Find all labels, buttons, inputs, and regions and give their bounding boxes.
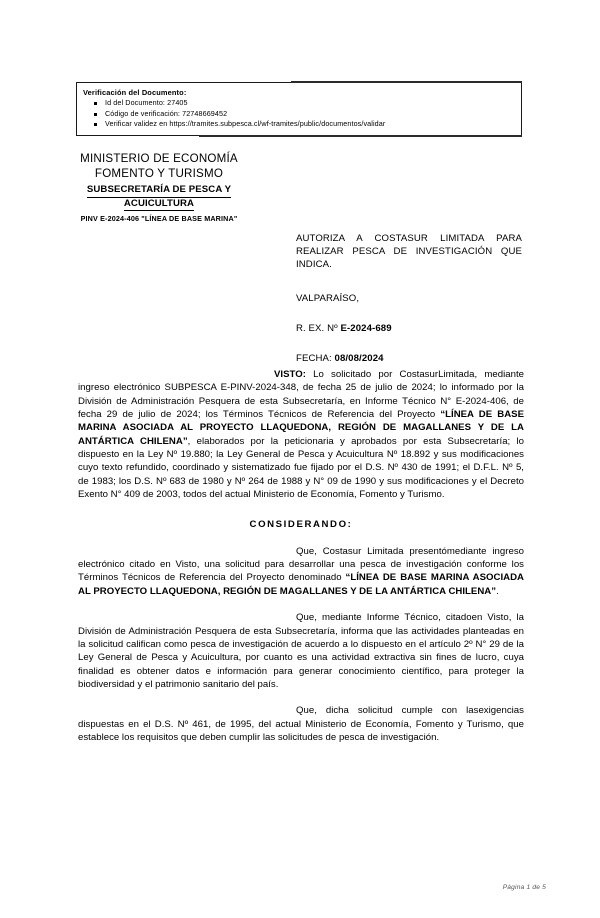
considerando-heading: CONSIDERANDO: (249, 519, 353, 531)
resolution-date-value: 08/08/2024 (334, 353, 384, 365)
resolution-number-label: R. EX. Nº (296, 322, 341, 334)
paragraph-considerando-3 (78, 704, 524, 744)
visto-label: VISTO: (274, 369, 306, 380)
subsecretaria-line-1: SUBSECRETARÍA DE PESCA Y (87, 184, 231, 198)
visto-lead-text: Lo solicitado por Costasur (305, 369, 439, 380)
page-footer (0, 876, 600, 894)
document-verification-box (76, 82, 522, 136)
visto-text-part-1: Limitada, mediante ingreso electrónico SUBPESCA E-PINV-2024-348, de fecha 25 de julio de 2024; lo informado por la División de Administración Pesquera de esta Subsecretaría, en Informe Técnico N° E-2024-406, de fecha 29 de julio de 2024; los Términos Técnicos de Referencia del Proyecto (78, 369, 525, 421)
considerando-1-lead-text: Que, Costasur Limitada presentó (296, 545, 447, 557)
paragraph-considerando-2 (78, 611, 524, 691)
visto-project-name: “LÍNEA DE BASE MARINA ASOCIADA AL PROYECTO LLAQUEDONA, REGIÓN DE MAGALLANES Y DE LA ANTÁRTICA CHILENA” (78, 409, 524, 447)
paragraph-considerando-1 (78, 545, 524, 598)
verification-item-code: Código de verificación: 72748669452 (105, 109, 515, 120)
resolution-date-label: FECHA: (296, 353, 335, 365)
resolution-date-line (296, 352, 522, 365)
verification-list (83, 98, 515, 130)
visto-text-part-2: , elaborados por la peticionaria y aprobados por esta Subsecretaría; lo dispuesto en la Ley Nº 19.880; la Ley General de Pesca y Acuicultura Nº 18.892 y sus modificaciones cuyo texto refundido, coordinado y sistematizado fue fijado por el D.S. Nº 430 de 1991; el D.F.L. Nº 5, de 1983; los D.S. Nº 683 de 1980 y Nº 264 de 1988 y N° 09 de 1990 y sus modificaciones y el Decreto Exento N° 409 de 2003, todos del actual Ministerio de Economía, Fomento y Turismo. (78, 435, 524, 501)
project-code: PINV E-2024-406 "LÍNEA DE BASE MARINA" (80, 214, 238, 223)
spacer (78, 532, 524, 545)
resolution-number-line (296, 322, 522, 335)
considerando-3-text: exigencias dispuestas en el D.S. Nº 461, de 1995, del actual Ministerio de Economía, Fomento y Turismo, que establece los requisitos que deben cumplir las solicitudes de pesca de investigación. (78, 705, 524, 743)
verification-item-document-id: Id del Documento: 27405 (105, 98, 515, 109)
resolution-subject: AUTORIZA A COSTASUR LIMITADA PARA REALIZAR PESCA DE INVESTIGACIÓN QUE INDICA. (296, 233, 522, 271)
subsecretaria-line-2: ACUICULTURA (124, 198, 194, 212)
paragraph-visto (78, 368, 524, 501)
considerando-2-text: en Visto, la División de Administración Pesquera de esta Subsecretaría, informa que las actividades planteadas en la solicitud califican como pesca de investigación de acuerdo a lo dispuesto en el artículo 2º N° 29 de la Ley General de Pesca y Acuicultura, por cuanto es una actividad extractiva sin fines de lucro, cuya finalidad es obtener datos e información para generar conocimiento científico, para proteger la biodiversidad y el patrimonio sanitario del país. (78, 612, 524, 690)
considerando-2-lead-text: Que, mediante Informe Técnico, citado (296, 612, 472, 624)
ministry-line-1: MINISTERIO DE ECONOMÍA (80, 152, 238, 165)
document-body (78, 368, 524, 744)
page-number-label: Página 1 de 5 (502, 884, 546, 891)
subsecretaria-heading (30, 184, 288, 211)
ministry-line-2: FOMENTO Y TURISMO (94, 166, 224, 180)
considerando-1-project-name: “LÍNEA DE BASE MARINA ASOCIADA AL PROYECTO LLAQUEDONA, REGIÓN DE MAGALLANES Y DE LA ANTÁRTICA CHILENA” (78, 572, 524, 597)
considerando-1-text-part-1: mediante ingreso electrónico citado en Visto, una solicitud para desarrollar una pesca de investigación conforme los Términos Técnicos de Referencia del Proyecto denominado (78, 545, 524, 584)
resolution-title-block (296, 232, 522, 365)
verification-title: Verificación del Documento: (83, 88, 187, 97)
considerando-3-lead-text: Que, dicha solicitud cumple con las (296, 705, 479, 717)
spacer (78, 691, 524, 704)
considerando-1-text-part-2: . (496, 585, 499, 597)
spacer (78, 598, 524, 611)
organization-header (30, 152, 288, 224)
resolution-number-value: E-2024-689 (340, 322, 392, 334)
resolution-city: VALPARAÍSO, (296, 292, 360, 304)
verification-item-url: Verificar validez en https://tramites.subpesca.cl/wf-tramites/public/documentos/validar (105, 119, 515, 130)
spacer (78, 501, 524, 518)
